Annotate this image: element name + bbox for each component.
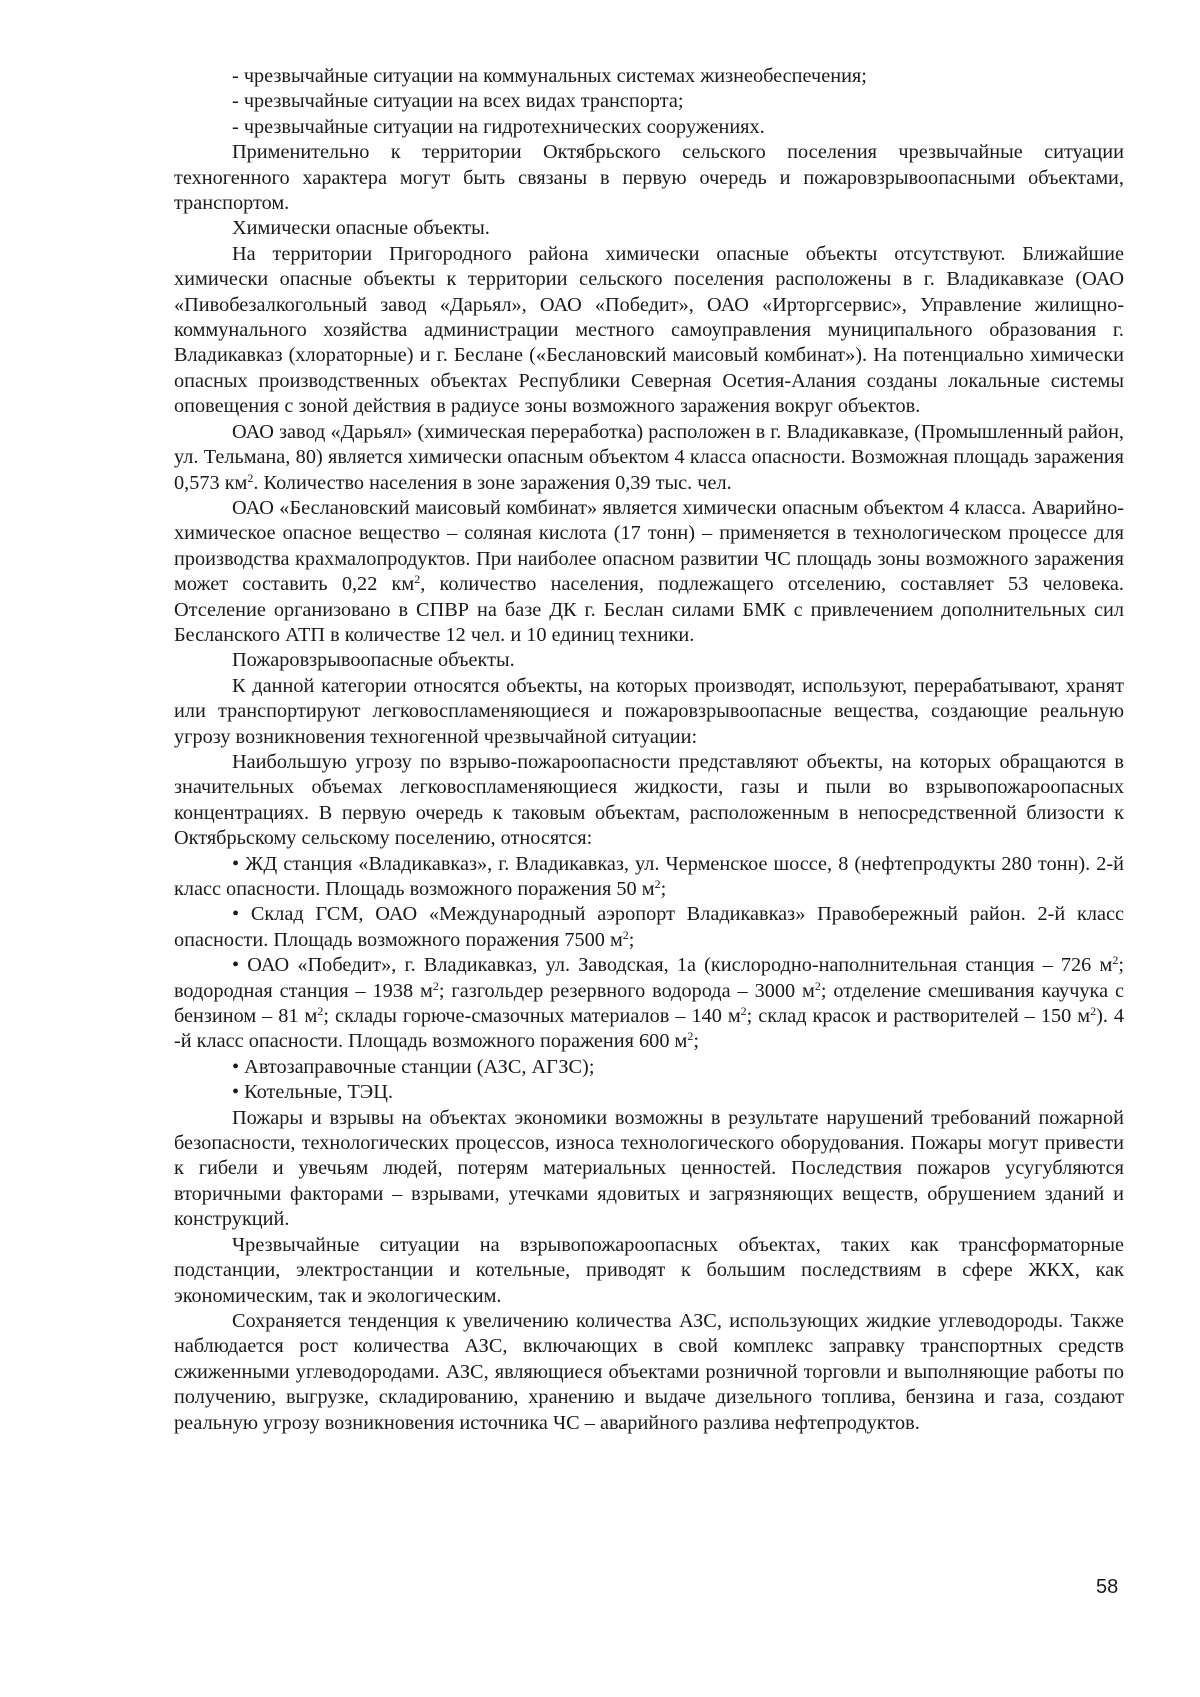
list-item: • ЖД станция «Владикавказ», г. Владикавказ, ул. Черменское шоссе, 8 (нефтепродукты 280 тонн). 2-й класс опасности. Площадь возможного поражения 50 $м^2$;: [174, 852, 1124, 900]
paragraph: - чрезвычайные ситуации на коммунальных системах жизнеобеспечения;: [232, 65, 867, 87]
paragraph: К данной категории относятся объекты, на которых производят, используют, перерабатывают, хранят или транспортируют легковоспламеняющиеся и пожаровзрывоопасные вещества, создающие реальную угрозу возникновения техногенной чрезвычайной ситуации:: [174, 674, 1124, 748]
paragraph: На территории Пригородного района химически опасные объекты отсутствуют. Ближайшие химически опасные объекты к территории сельского поселения расположены в г. Владикавказе (ОАО «Пивобезалкогольный завод «Дарьял», ОАО «Победит», ОАО «Ирторгсервис», Управление жилищно-коммунального хозяйства администрации местного самоуправления муниципального образования г. Владикавказ (хлораторные) и г. Беслане («Беслановский маисовый комбинат»). На потенциально химически опасных производственных объектах Республики Северная Осетия-Алания созданы локальные системы оповещения с зоной действия в радиусе зоны возможного заражения вокруг объектов.: [174, 242, 1124, 418]
paragraph: - чрезвычайные ситуации на гидротехнических сооружениях.: [232, 115, 765, 138]
paragraph: Пожары и взрывы на объектах экономики возможны в результате нарушений требований пожарной безопасности, технологических процессов, износа технологического оборудования. Пожары могут привести к гибели и увечьям людей, потерям материальных ценностей. Последствия пожаров усугубляются вторичными факторами – взрывами, утечками ядовитых и загрязняющих веществ, обрушением зданий и конструкций.: [174, 1106, 1124, 1231]
list-item: • Склад ГСМ, ОАО «Международный аэропорт Владикавказ» Правобережный район. 2-й класс опасности. Площадь возможного поражения 7500 $м^2$;: [174, 903, 1124, 951]
paragraph: Чрезвычайные ситуации на взрывопожароопасных объектах, таких как трансформаторные подстанции, электростанции и котельные, приводят к большим последствиям в сфере ЖКХ, как экономическим, так и экологическим.: [174, 1233, 1124, 1307]
paragraph: Сохраняется тенденция к увеличению количества АЗС, использующих жидкие углеводороды. Также наблюдается рост количества АЗС, включающих в свой комплекс заправку транспортных средств сжиженными углеводородами. АЗС, являющиеся объектами розничной торговли и выполняющие работы по получению, выгрузке, складированию, хранению и выдаче дизельного топлива, бензина и газа, создают реальную угрозу возникновения источника ЧС – аварийного разлива нефтепродуктов.: [174, 1309, 1124, 1434]
page-number: 58: [1096, 1576, 1119, 1598]
paragraph: Наибольшую угрозу по взрыво-пожароопасности представляют объекты, на которых обращаются в значительных объемах легковоспламеняющиеся жидкости, газы и пыли во взрывопожароопасных концентрациях. В первую очередь к таковым объектам, расположенным в непосредственной близости к Октябрьскому сельскому поселению, относятся:: [174, 750, 1124, 850]
paragraph: - чрезвычайные ситуации на всех видах транспорта;: [232, 90, 684, 113]
list-item: • ОАО «Победит», г. Владикавказ, ул. Заводская, 1а (кислородно-наполнительная станция – 726 $м^2$; водородная станция – 1938 $м^2$; газгольдер резервного водорода – 3000 $м^2$; отделение смешивания каучука с бензином – 81 $м^2$; склады горюче-смазочных материалов – 140 $м^2$; склад красок и растворителей – 150 $м^2$). 4 -й класс опасности. Площадь возможного поражения 600 $м^2$;: [174, 953, 1124, 1053]
paragraph: ОАО завод «Дарьял» (химическая переработка) расположен в г. Владикавказе, (Промышленный район, ул. Тельмана, 80) является химически опасным объектом 4 класса опасности. Возможная площадь заражения 0,573 $км^2$. Количество населения в зоне заражения 0,39 тыс. чел.: [174, 420, 1124, 494]
document-body: [174, 64, 1124, 1436]
paragraph: Применительно к территории Октябрьского сельского поселения чрезвычайные ситуации техногенного характера могут быть связаны в первую очередь и пожаровзрывоопасными объектами, транспортом.: [174, 141, 1124, 215]
section-heading: Химически опасные объекты.: [232, 217, 490, 240]
paragraph: ОАО «Беслановский маисовый комбинат» является химически опасным объектом 4 класса. Аварийно-химическое опасное вещество – соляная кислота (17 тонн) – применяется в технологическом процессе для производства крахмалопродуктов. При наиболее опасном развитии ЧС площадь зоны возможного заражения может составить 0,22 $км^2$, количество населения, подлежащего отселению, составляет 53 человека. Отселение организовано в СПВР на базе ДК г. Беслан силами БМК с привлечением дополнительных сил Бесланского АТП в количестве 12 чел. и 10 единиц техники.: [174, 496, 1124, 646]
list-item: • Автозаправочные станции (АЗС, АГЗС);: [232, 1055, 595, 1078]
section-heading: Пожаровзрывоопасные объекты.: [232, 649, 515, 672]
list-item: • Котельные, ТЭЦ.: [232, 1081, 393, 1104]
